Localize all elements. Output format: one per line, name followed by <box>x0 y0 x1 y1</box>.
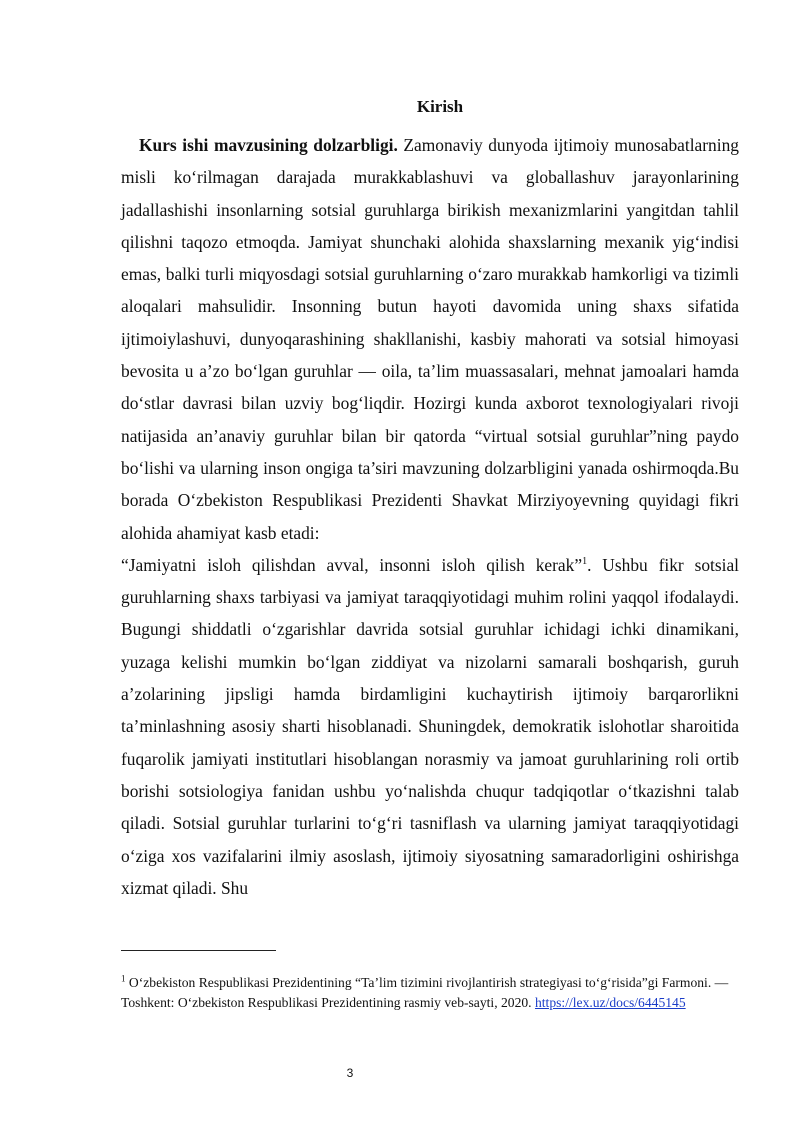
president-quote: “Jamiyatni isloh qilishdan avval, insonni isloh qilish kerak” <box>121 554 583 575</box>
footnote-link[interactable]: https://lex.uz/docs/6445145 <box>534 995 686 1010</box>
paragraph-text: Zamonaviy dunyoda ijtimoiy munosabatlarning misli ko‘rilmagan darajada murakkablashuvi va globallashuv jarayonlarining jadallashishi insonlarning sotsial guruhlarga birikish mexanizmlarini yangitdan tahlil qilishni taqozo etmoqda. Jamiyat shunchaki alohida shaxslarning mexanik yig‘indisi emas, balki turli miqyosdagi sotsial guruhlarning o‘zaro murakkab hamkorligi va tizimli aloqalari mahsulidir. Insonning butun hayoti davomida uning shaxs sifatida ijtimoiylashuvi, dunyoqarashining shakllanishi, kasbiy mahorati va sotsial himoyasi bevosita u a’zo bo‘lgan guruhlar — oila, ta’lim muassasalari, mehnat jamoalari hamda do‘stlar davrasi bilan uzviy bog‘liqdir. Hozirgi kunda axborot texnologiyalari rivoji natijasida an’anaviy guruhlar bilan bir qatorda “virtual sotsial guruhlar”ning paydo bo‘lishi va ularning inson ongiga ta’siri mavzuning dolzarbligini yanada oshirmoqda.Bu borada O‘zbekiston Respublikasi Prezidenti Shavkat Mirziyoyevning quyidagi fikri alohida ahamiyat kasb etadi: <box>121 135 739 543</box>
footnote-text: O‘zbekiston Respublikasi Prezidentining “Ta’lim tizimini rivojlantirish strategiyasi to‘g‘risida”gi Farmoni. — Toshkent: O‘zbekiston Respublikasi Prezidentining rasmiy veb-sayti, 2020. <box>121 975 729 1010</box>
footnote-number: 1 <box>121 973 126 984</box>
body-text <box>121 129 739 904</box>
footnote-separator <box>121 950 276 951</box>
paragraph-lead: Kurs ishi mavzusining dolzarbligi. <box>139 135 398 155</box>
paragraph-quote <box>121 549 739 904</box>
paragraph-relevance <box>121 129 739 549</box>
page-number: 3 <box>346 1066 354 1080</box>
footnote <box>121 973 731 1013</box>
footnote-reference[interactable]: 1 <box>582 556 588 568</box>
paragraph-text: . Ushbu fikr sotsial guruhlarning shaxs tarbiyasi va jamiyat taraqqiyotidagi muhim rolini yaqqol ifodalaydi. Bugungi shiddatli o‘zgarishlar davrida sotsial guruhlar ichidagi ichki dinamikani, yuzaga kelishi mumkin bo‘lgan ziddiyat va nizolarni samarali boshqarish, guruh a’zolarining jipsligi hamda birdamligini kuchaytirish ijtimoiy barqarorlikni ta’minlashning asosiy sharti hisoblanadi. Shuningdek, demokratik islohotlar sharoitida fuqarolik jamiyati institutlari hisoblangan norasmiy va jamoat guruhlarining roli ortib borishi sotsiologiya fanidan ushbu yo‘nalishda chuqur tadqiqotlar o‘tkazishni talab qiladi. Sotsial guruhlar turlarini to‘g‘ri tasniflash va ularning jamiyat taraqqiyotidagi o‘ziga xos vazifalarini ilmiy asoslash, ijtimoiy siyosatning samaradorligini oshirishga xizmat qiladi. Shu <box>121 554 740 898</box>
section-heading: Kirish <box>416 97 464 116</box>
